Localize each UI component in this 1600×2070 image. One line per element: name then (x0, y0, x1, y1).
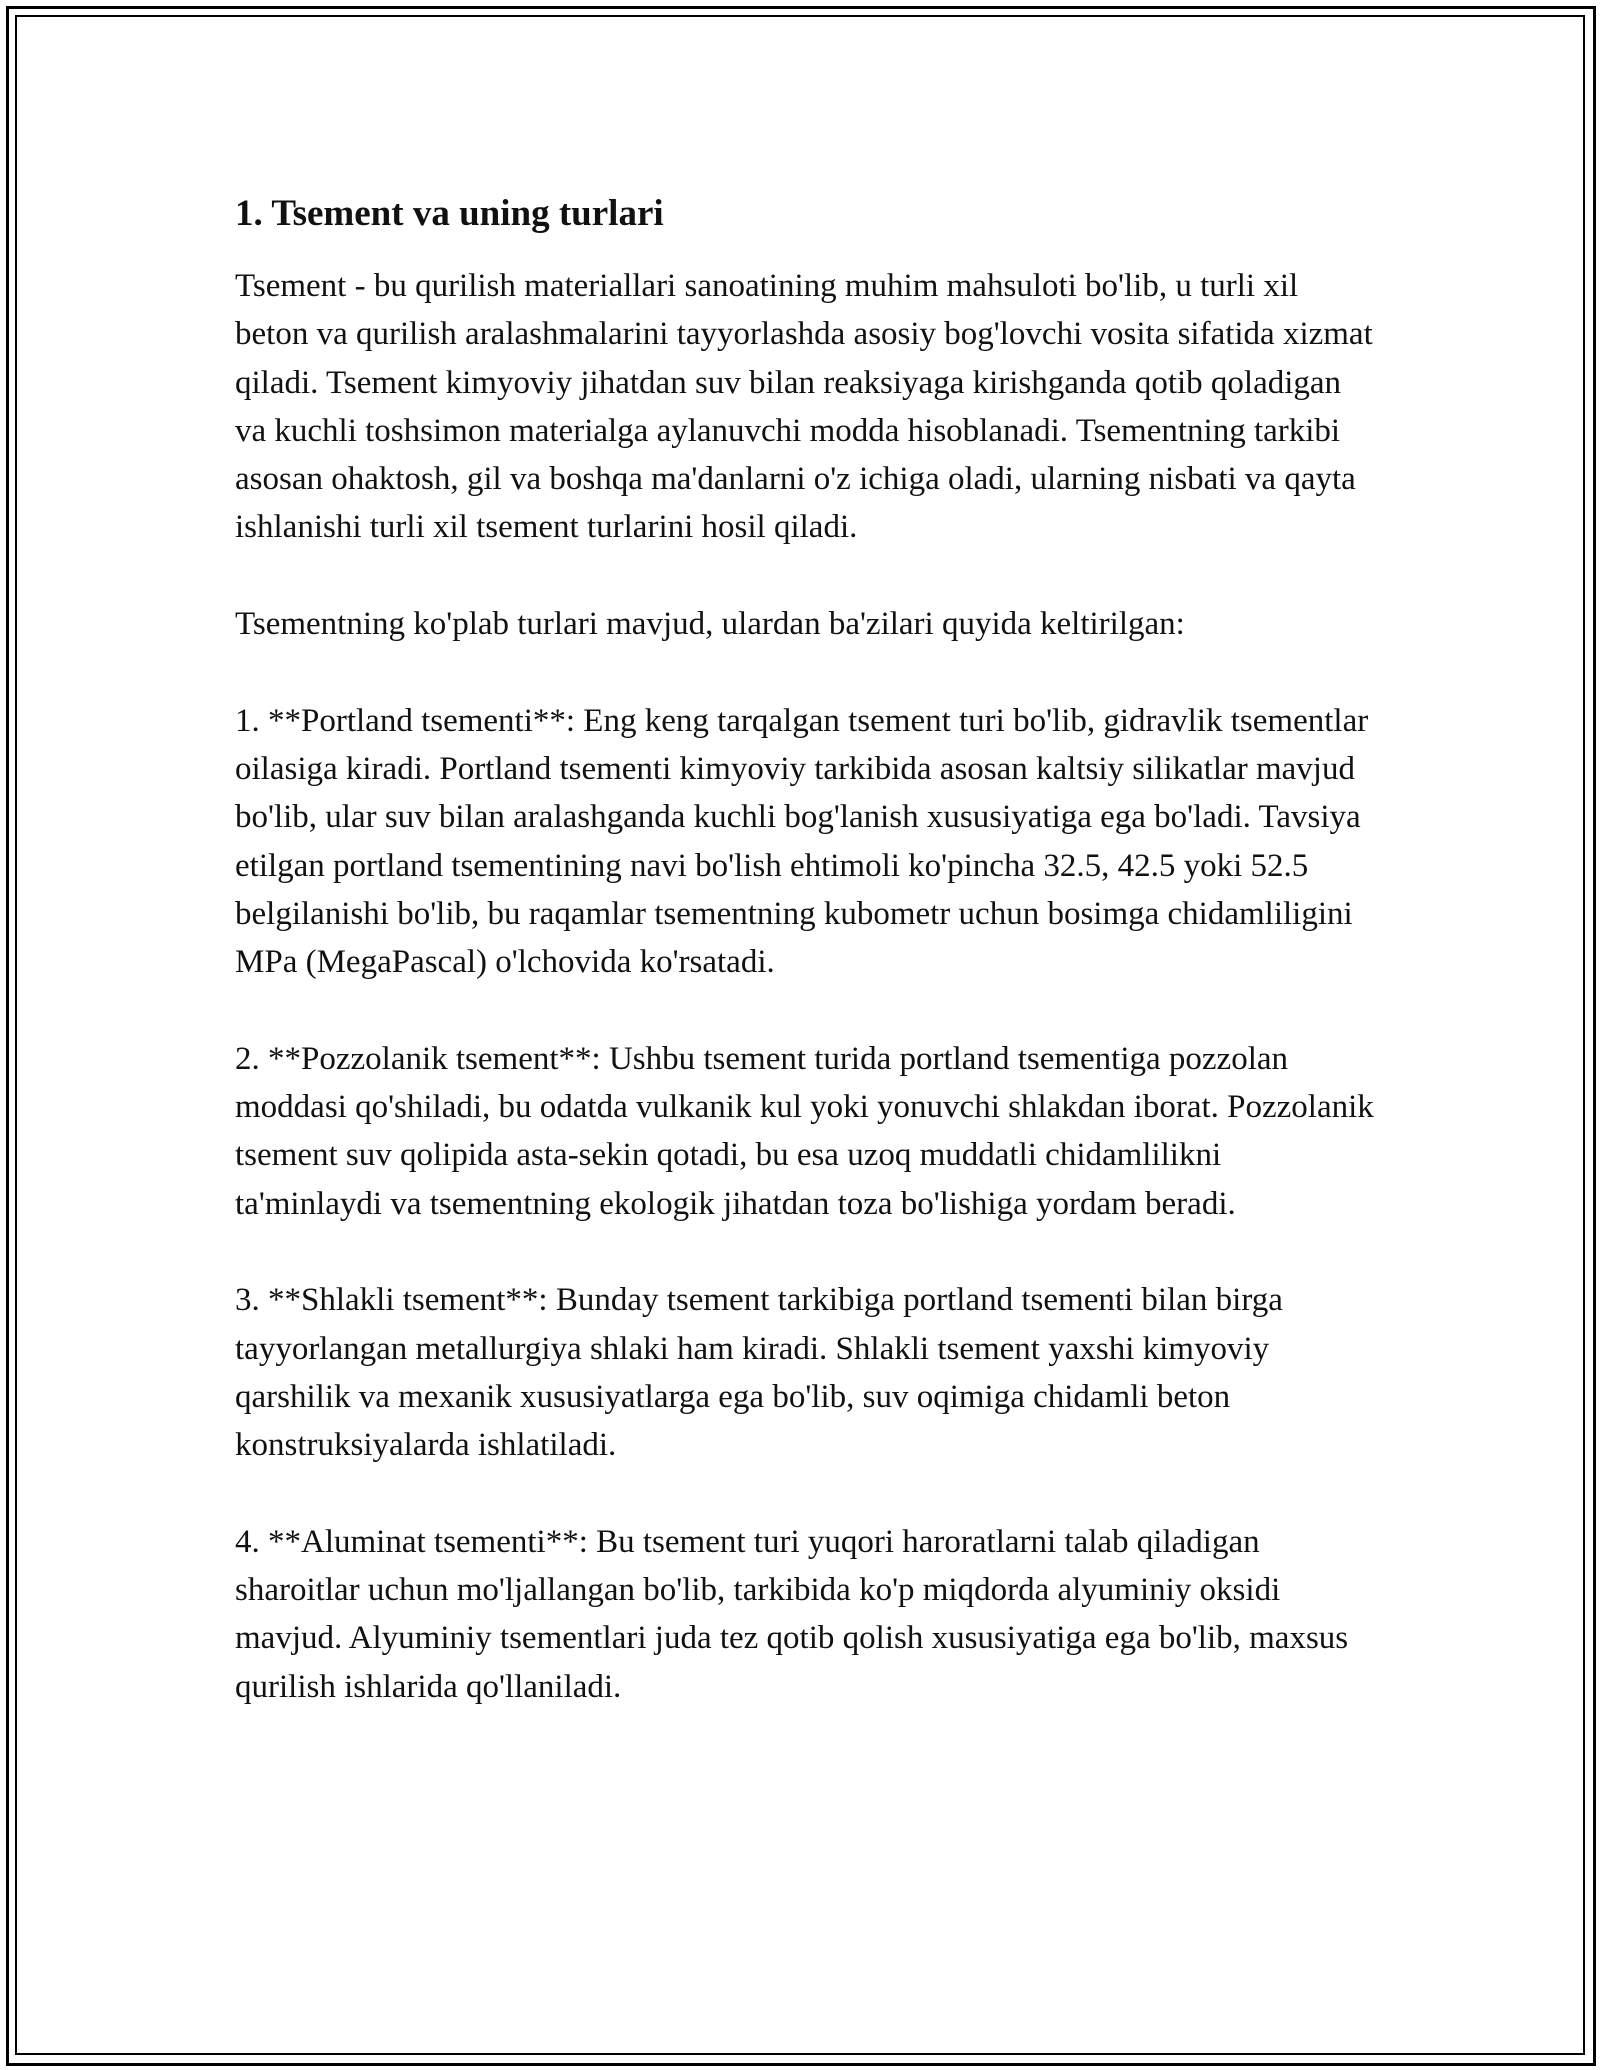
list-item-shlakli: 3. **Shlakli tsement**: Bunday tsement tarkibiga portland tsementi bilan birga tayyorlangan metallurgiya shlaki ham kiradi. Shlakli tsement yaxshi kimyoviy qarshilik va mexanik xususiyatlarga ega bo'lib, suv oqimiga chidamli beton konstruksiyalarda ishlatiladi. (235, 1282, 1283, 1464)
list-item-aluminat: 4. **Aluminat tsementi**: Bu tsement turi yuqori haroratlarni talab qiladigan sharoitlar uchun mo'ljallangan bo'lib, tarkibida ko'p miqdorda alyuminiy oksidi mavjud. Alyuminiy tsementlari juda tez qotib qolish xususiyatiga ega bo'lib, maxsus qurilish ishlarida qo'llaniladi. (235, 1523, 1349, 1705)
document-body (235, 188, 1375, 1711)
paragraph-spacer (235, 1469, 1375, 1517)
paragraph-spacer (235, 552, 1375, 600)
types-intro-paragraph: Tsementning ko'plab turlari mavjud, ulardan ba'zilari quyida keltirilgan: (235, 606, 1185, 643)
paragraph-spacer (235, 986, 1375, 1034)
paragraph-spacer (235, 1228, 1375, 1276)
section-heading: 1. Tsement va uning turlari (235, 193, 664, 234)
list-item-portland: 1. **Portland tsementi**: Eng keng tarqalgan tsement turi bo'lib, gidravlik tsementlar oilasiga kiradi. Portland tsementi kimyoviy tarkibida asosan kaltsiy silikatlar mavjud bo'lib, ular suv bilan aralashganda kuchli bog'lanish xususiyatiga ega bo'ladi. Tavsiya etilgan portland tsementining navi bo'lish ehtimoli ko'pincha 32.5, 42.5 yoki 52.5 belgilanishi bo'lib, bu raqamlar tsementning kubometr uchun bosimga chidamliligini MPa (MegaPascal) o'lchovida ko'rsatadi. (235, 702, 1369, 981)
intro-paragraph: Tsement - bu qurilish materiallari sanoatining muhim mahsuloti bo'lib, u turli xil beton va qurilish aralashmalarini tayyorlashda asosiy bog'lovchi vosita sifatida xizmat qiladi. Tsement kimyoviy jihatdan suv bilan reaksiyaga kirishganda qotib qoladigan va kuchli toshsimon materialga aylanuvchi modda hisoblanadi. Tsementning tarkibi asosan ohaktosh, gil va boshqa ma'danlarni o'z ichiga oladi, ularning nisbati va qayta ishlanishi turli xil tsement turlarini hosil qiladi. (235, 268, 1373, 546)
paragraph-spacer (235, 648, 1375, 696)
list-item-pozzolanik: 2. **Pozzolanik tsement**: Ushbu tsement turida portland tsementiga pozzolan moddasi qo'shiladi, bu odatda vulkanik kul yoki yonuvchi shlakdan iborat. Pozzolanik tsement suv qolipida asta-sekin qotadi, bu esa uzoq muddatli chidamlilikni ta'minlaydi va tsementning ekologik jihatdan toza bo'lishiga yordam beradi. (235, 1040, 1374, 1222)
